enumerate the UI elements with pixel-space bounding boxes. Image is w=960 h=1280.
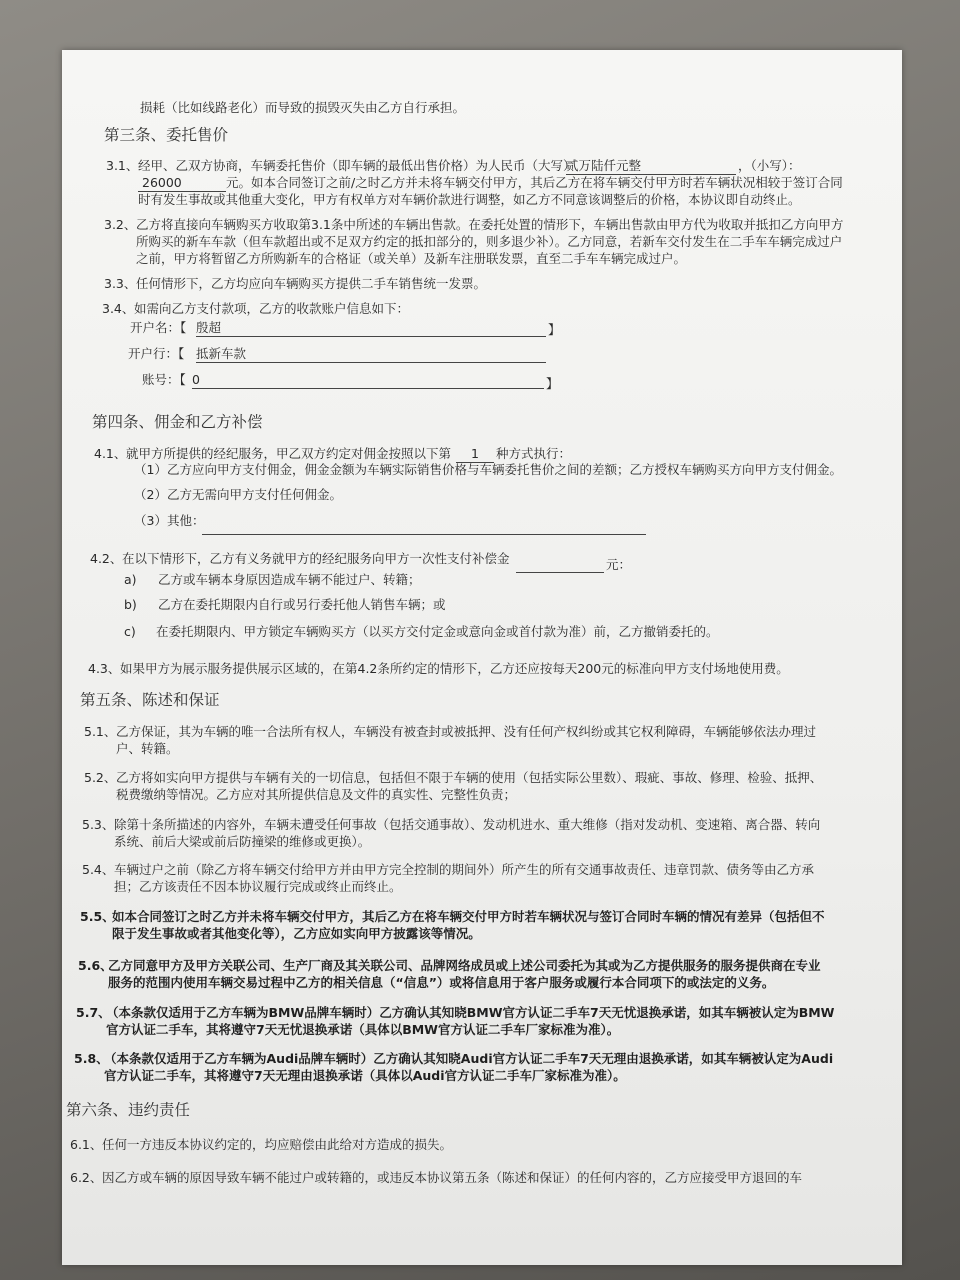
holder-label: 开户名：【	[130, 320, 187, 335]
holder-field: 殷超	[196, 320, 546, 337]
clause-4-2-num: 4.2、	[90, 551, 123, 566]
compensation-blank	[516, 556, 604, 573]
clause-5-1-line1: 乙方保证，其为车辆的唯一合法所有权人，车辆没有被查封或被抵押、没有任何产权纠纷或其它权利障碍，车辆能够依法办理过	[116, 724, 817, 739]
clause-3-2-line2: 所购买的新车车款（但车款超出或不足双方约定的抵扣部分的，则多退少补）。乙方同意，若新车交付发生在二手车车辆完成过户	[136, 234, 843, 249]
clause-5-7-num: 5.7、	[76, 1005, 111, 1020]
section-3-title: 第三条、委托售价	[104, 126, 229, 144]
section-4-title: 第四条、佣金和乙方补偿	[92, 413, 263, 431]
clause-5-6-line1: 乙方同意甲方及甲方关联公司、生产厂商及其关联公司、品牌网络成员或上述公司委托为其或为乙方提供服务的服务提供商在专业	[108, 958, 821, 973]
option-3-blank	[202, 518, 646, 535]
clause-5-3-line2: 系统、前后大梁或前后防撞梁的维修或更换）。	[114, 834, 371, 849]
clause-4-1-line1b: 种方式执行：	[496, 446, 572, 461]
item-c-label: c)	[124, 624, 136, 639]
clause-4-3-num: 4.3、	[88, 661, 121, 676]
clause-4-1-line1a: 就甲方所提供的经纪服务，甲乙双方约定对佣金按照以下第	[126, 446, 452, 461]
clause-4-3-line1: 如果甲方为展示服务提供展示区域的，在第4.2条所约定的情形下，乙方还应按每天200元的标准向甲方支付场地使用费。	[120, 661, 789, 676]
clause-5-4-num: 5.4、	[82, 862, 115, 877]
section-5-title: 第五条、陈述和保证	[80, 691, 220, 709]
clause-5-7-line2: 官方认证二手车，其将遵守7天无忧退换承诺（具体以BMW官方认证二手车厂家标准为准）。	[106, 1022, 620, 1037]
clause-5-6-num: 5.6、	[78, 958, 113, 973]
clause-5-2-line2: 税费缴纳等情况。乙方应对其所提供信息及文件的真实性、完整性负责；	[116, 787, 517, 802]
clause-6-1-num: 6.1、	[70, 1137, 103, 1152]
item-b: 乙方在委托期限内自行或另行委托他人销售车辆；或	[158, 597, 446, 612]
clause-3-1-line1a: 经甲、乙双方协商，车辆委托售价（即车辆的最低出售价格）为人民币（大写）	[138, 158, 576, 173]
bank-field: 抵新车款	[196, 346, 546, 363]
clause-3-2-num: 3.2、	[104, 217, 137, 232]
clause-6-1-line1: 任何一方违反本协议约定的，均应赔偿由此给对方造成的损失。	[102, 1137, 453, 1152]
clause-5-4-line2: 担；乙方该责任不因本协议履行完成或终止而终止。	[114, 879, 402, 894]
section-6-title: 第六条、违约责任	[66, 1101, 191, 1119]
clause-4-1-num: 4.1、	[94, 446, 127, 461]
item-a: 乙方或车辆本身原因造成车辆不能过户、转籍；	[158, 572, 421, 587]
account-field: 0	[192, 372, 544, 389]
clause-3-1-line2: 元。如本合同签订之前/之时乙方并未将车辆交付甲方，其后乙方在将车辆交付甲方时若车辆状况相较于签订合同	[226, 175, 843, 190]
clause-5-8-line1: （本条款仅适用于乙方车辆为Audi品牌车辆时）乙方确认其知晓Audi官方认证二手车7天无理由退换承诺，如其车辆被认定为Audi	[104, 1051, 834, 1066]
bank-label: 开户行：【	[128, 346, 185, 361]
clause-5-8-line2: 官方认证二手车，其将遵守7天无理由退换承诺（具体以Audi官方认证二手车厂家标准为准）。	[104, 1068, 626, 1083]
clause-3-3-line1: 任何情形下，乙方均应向车辆购买方提供二手车销售统一发票。	[136, 276, 487, 291]
clause-3-1-num: 3.1、	[106, 158, 139, 173]
clause-5-8-num: 5.8、	[74, 1051, 109, 1066]
clause-3-4-num: 3.4、	[102, 301, 135, 316]
amount-words-field: 贰万陆仟元整	[566, 158, 736, 175]
clause-5-6-line2: 服务的范围内使用车辆交易过程中乙方的相关信息（“信息”）或将信息用于客户服务或履行本合同项下的或法定的义务。	[108, 975, 775, 990]
account-label: 账号：【	[142, 372, 186, 387]
option-2: （2）乙方无需向甲方支付任何佣金。	[134, 487, 342, 502]
clause-5-3-line1: 除第十条所描述的内容外，车辆未遭受任何事故（包括交通事故）、发动机进水、重大维修（指对发动机、变速箱、离合器、转向	[114, 817, 821, 832]
clause-5-5-line1: 如本合同签订之时乙方并未将车辆交付甲方，其后乙方在将车辆交付甲方时若车辆状况与签订合同时车辆的情况有差异（包括但不	[112, 909, 825, 924]
item-b-label: b)	[124, 597, 137, 612]
clause-5-7-line1: （本条款仅适用于乙方车辆为BMW品牌车辆时）乙方确认其知晓BMW官方认证二手车7天无忧退换承诺，如其车辆被认定为BMW	[106, 1005, 835, 1020]
top-line: 损耗（比如线路老化）而导致的损毁灭失由乙方自行承担。	[140, 100, 466, 115]
option-3: （3）其他：	[134, 513, 205, 528]
clause-6-2-line1: 因乙方或车辆的原因导致车辆不能过户或转籍的，或违反本协议第五条（陈述和保证）的任何内容的，乙方应接受甲方退回的车	[102, 1170, 803, 1185]
clause-5-4-line1: 车辆过户之前（除乙方将车辆交付给甲方并由甲方完全控制的期间外）所产生的所有交通事故责任、违章罚款、债务等由乙方承	[114, 862, 815, 877]
clause-5-2-num: 5.2、	[84, 770, 117, 785]
item-c: 在委托期限内、甲方锁定车辆购买方（以买方交付定金或意向金或首付款为准）前，乙方撤销委托的。	[156, 624, 719, 639]
clause-6-2-num: 6.2、	[70, 1170, 103, 1185]
commission-choice-field: 1	[456, 446, 494, 463]
amount-number-field: 26000	[138, 175, 226, 192]
clause-5-5-num: 5.5、	[80, 909, 115, 924]
clause-5-1-line2: 户、转籍。	[116, 741, 179, 756]
item-a-label: a)	[124, 572, 137, 587]
clause-3-3-num: 3.3、	[104, 276, 137, 291]
account-close-bracket: 】	[546, 376, 559, 391]
clause-5-2-line1: 乙方将如实向甲方提供与车辆有关的一切信息，包括但不限于车辆的使用（包括实际公里数）、瑕疵、事故、修理、检验、抵押、	[116, 770, 823, 785]
clause-4-2-line1a: 在以下情形下，乙方有义务就甲方的经纪服务向甲方一次性支付补偿金	[122, 551, 510, 566]
clause-3-2-line3: 之前，甲方将暂留乙方所购新车的合格证（或关单）及新车注册联发票，直至二手车车辆完成过户。	[136, 251, 687, 266]
option-1: （1）乙方应向甲方支付佣金，佣金金额为车辆实际销售价格与车辆委托售价之间的差额；乙方授权车辆购买方向甲方支付佣金。	[134, 462, 842, 477]
clause-5-5-line2: 限于发生事故或者其他变化等），乙方应如实向甲方披露该等情况。	[112, 926, 481, 941]
clause-3-1-line1b: ，（小写）：	[738, 158, 801, 173]
clause-5-1-num: 5.1、	[84, 724, 117, 739]
clause-3-2-line1: 乙方将直接向车辆购买方收取第3.1条中所述的车辆出售款。在委托处置的情形下，车辆出售款由甲方代为收取并抵扣乙方向甲方	[136, 217, 844, 232]
clause-4-2-line1b: 元：	[606, 557, 632, 572]
clause-5-3-num: 5.3、	[82, 817, 115, 832]
clause-3-1-line3: 时有发生事故或其他重大变化，甲方有权单方对车辆价款进行调整，如乙方不同意该调整后的价格，本协议即自动终止。	[138, 192, 801, 207]
holder-close-bracket: 】	[548, 322, 561, 337]
clause-3-4-line1: 如需向乙方支付款项，乙方的收款账户信息如下：	[134, 301, 410, 316]
